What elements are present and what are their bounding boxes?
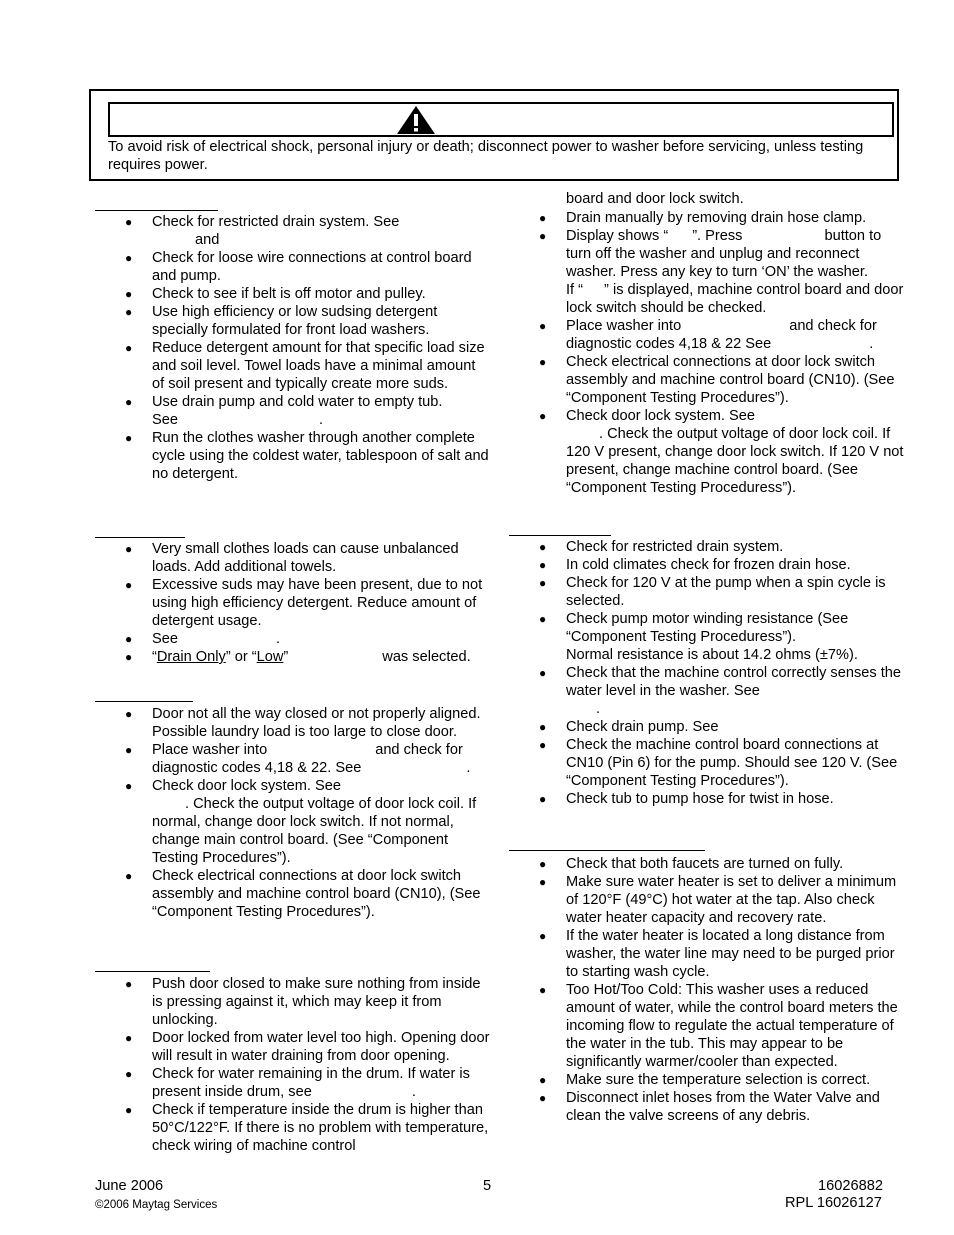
left-section-2-list <box>95 540 490 666</box>
list-item: ● See . <box>125 631 281 647</box>
list-item: ● Display shows “ ”. Press button to turn off the washer and unplug and reconnect washer. Press any key to turn ‘ON’ the washer. If “ ” is displayed, machine control board and door lock switch should be checked. <box>539 228 904 316</box>
list-item: ● Check electrical connections at door lock switch assembly and machine control board (CN10), (See “Component Testing Procedures”). <box>125 868 481 920</box>
list-item: ● Check for restricted drain system. See and <box>125 214 400 248</box>
list-item: ● Push door closed to make sure nothing from inside is pressing against it, which may keep it from unlocking. <box>125 976 481 1028</box>
section-heading-rule <box>95 210 218 211</box>
list-item: ● Check for loose wire connections at control board and pump. <box>125 250 472 284</box>
list-item: ● Use high efficiency or low sudsing detergent specially formulated for front load washers. <box>125 304 438 338</box>
right-continuation: board and door lock switch. <box>566 191 744 207</box>
section-heading-rule <box>509 535 611 536</box>
list-item: ● Disconnect inlet hoses from the Water Valve and clean the valve screens of any debris. <box>539 1090 880 1124</box>
left-section-3-list <box>95 705 490 921</box>
footer-part-number: 16026882 <box>818 1178 883 1194</box>
list-item: ● Very small clothes loads can cause unbalanced loads. Add additional towels. <box>125 541 459 575</box>
list-item: ● Drain manually by removing drain hose clamp. <box>539 210 867 226</box>
list-item: ● Check that the machine control correctly senses the water level in the washer. See . <box>539 665 902 717</box>
right-section-1-list <box>509 209 904 497</box>
list-item: ● Check for 120 V at the pump when a spin cycle is selected. <box>539 575 886 609</box>
list-item: ● Check for water remaining in the drum. If water is present inside drum, see . <box>125 1066 470 1100</box>
list-item: ● Check electrical connections at door lock switch assembly and machine control board (CN10). (See “Component Testing Procedures”). <box>539 354 895 406</box>
list-item: ● Door not all the way closed or not properly aligned. Possible laundry load is too large to close door. <box>125 706 481 740</box>
section-heading-rule <box>95 537 185 538</box>
footer-page-number: 5 <box>483 1178 492 1194</box>
list-item: ● Door locked from water level too high. Opening door will result in water draining from door opening. <box>125 1030 490 1064</box>
list-item: ● Check tub to pump hose for twist in hose. <box>539 791 834 807</box>
left-section-4-list <box>95 975 490 1155</box>
list-item: ● Excessive suds may have been present, due to not using high efficiency detergent. Reduce amount of detergent usage. <box>125 577 483 629</box>
section-heading-rule <box>509 850 705 851</box>
list-item: ● Run the clothes washer through another complete cycle using the coldest water, tablespoon of salt and no detergent. <box>125 430 489 482</box>
list-item: ● Check drain pump. See <box>539 719 719 735</box>
list-item: ● Reduce detergent amount for that specific load size and soil level. Towel loads have a minimal amount of soil present and typically create more suds. <box>125 340 485 392</box>
section-heading-rule <box>95 971 210 972</box>
list-item: ● Too Hot/Too Cold: This washer uses a reduced amount of water, while the control board meters the incoming flow to regulate the actual temperature of the water in the tub. This may appear to be significantly warmer/cooler than expected. <box>539 982 898 1070</box>
right-section-3-list <box>509 855 904 1125</box>
footer-copyright: ©2006 Maytag Services <box>95 1199 218 1211</box>
warning-box <box>89 89 899 181</box>
list-item: ● Check if temperature inside the drum is higher than 50°C/122°F. If there is no problem with temperature, check wiring of machine control <box>125 1102 489 1154</box>
list-item: ● Check to see if belt is off motor and pulley. <box>125 286 426 302</box>
warning-header <box>108 102 894 137</box>
list-item: ● Use drain pump and cold water to empty tub. See . <box>125 394 443 428</box>
list-item: ● If the water heater is located a long distance from washer, the water line may need to be purged prior to starting wash cycle. <box>539 928 895 980</box>
list-item: ● Check the machine control board connections at CN10 (Pin 6) for the pump. Should see 120 V. (See “Component Testing Procedures”). <box>539 737 898 789</box>
footer-date: June 2006 <box>95 1178 164 1194</box>
list-item: ● Place washer into and check for diagnostic codes 4,18 & 22 See . <box>539 318 877 352</box>
list-item: ● Check that both faucets are turned on fully. <box>539 856 844 872</box>
list-item: ● Check door lock system. See . Check the output voltage of door lock coil. If 120 V present, change door lock switch. If 120 V not present, change machine control board. (See “Component Testing Proceduress”). <box>539 408 904 496</box>
list-item: ● Place washer into and check for diagnostic codes 4,18 & 22. See . <box>125 742 471 776</box>
list-item: ● In cold climates check for frozen drain hose. <box>539 557 851 573</box>
list-item: ● Make sure the temperature selection is correct. <box>539 1072 871 1088</box>
list-item: ● Check for restricted drain system. <box>539 539 784 555</box>
list-item: ● “Drain Only” or “Low” was selected. <box>125 649 471 665</box>
list-item: ● Check door lock system. See . Check the output voltage of door lock coil. If normal, change door lock switch. If not normal, change main control board. (See “Component Testing Procedures”). <box>125 778 477 866</box>
warning-triangle-icon <box>396 105 436 135</box>
footer-rpl: RPL 16026127 <box>785 1195 882 1211</box>
left-section-1-list <box>95 213 490 483</box>
list-item: ● Check pump motor winding resistance (See “Component Testing Proceduress”). Normal resistance is about 14.2 ohms (±7%). <box>539 611 858 663</box>
list-item: ● Make sure water heater is set to deliver a minimum of 120°F (49°C) hot water at the tap. Also check water heater capacity and recovery rate. <box>539 874 897 926</box>
right-section-2-list <box>509 538 904 808</box>
warning-text: To avoid risk of electrical shock, personal injury or death; disconnect power to washer before servicing, unless testing requires power. <box>108 139 864 173</box>
section-heading-rule <box>95 701 193 702</box>
